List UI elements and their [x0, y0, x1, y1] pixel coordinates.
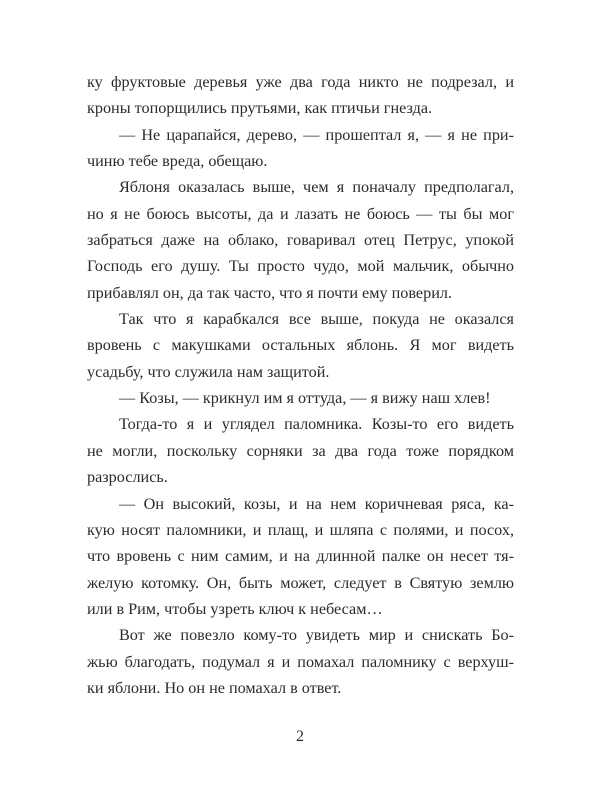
text-line: кроны топорщились прутьями, как птичьи гнезда.: [87, 99, 433, 118]
text-line: Тогда-то я и углядел паломника. Козы-то его видеть: [119, 415, 514, 434]
text-line: не могли, поскольку сорняки за два года тоже порядком: [87, 441, 514, 460]
text-line: вровень с макушками остальных яблонь. Я мог видеть: [87, 336, 514, 355]
body-text: [87, 69, 514, 701]
text-line: — Не царапайся, дерево, — прошептал я, — я не при-: [119, 125, 514, 144]
text-line: Господь его душу. Ты просто чудо, мой мальчик, обычно: [87, 257, 514, 276]
text-line: ки яблони. Но он не помахал в ответ.: [87, 678, 342, 697]
text-line: или в Рим, чтобы узреть ключ к небесам…: [87, 599, 383, 618]
page-number: 2: [296, 728, 304, 745]
text-line: прибавлял он, да так часто, что я почти ему поверил.: [87, 283, 453, 302]
text-line: Яблоня оказалась выше, чем я поначалу предполагал,: [119, 178, 514, 197]
text-line: забраться даже на облако, говаривал отец Петрус, упокой: [87, 231, 514, 250]
text-line: кую носят паломники, и плащ, и шляпа с полями, и посох,: [87, 520, 514, 539]
text-line: чиню тебе вреда, обещаю.: [87, 152, 268, 171]
text-line: — Он высокий, козы, и на нем коричневая ряса, ка-: [119, 494, 514, 513]
text-line: разрослись.: [87, 468, 168, 487]
text-line: желую котомку. Он, быть может, следует в Святую землю: [87, 573, 514, 592]
text-line: но я не боюсь высоты, да и лазать не боюсь — ты бы мог: [87, 204, 514, 223]
text-line: что вровень с ним самим, и на длинной палке он несет тя-: [87, 547, 514, 566]
text-line: жью благодать, подумал я и помахал паломнику с верхуш-: [87, 652, 514, 671]
text-line: Вот же повезло кому-то увидеть мир и снискать Бо-: [119, 626, 514, 645]
text-line: усадьбу, что служила нам защитой.: [87, 362, 330, 381]
text-line: Так что я карабкался все выше, покуда не оказался: [119, 310, 514, 329]
text-line: ку фруктовые деревья уже два года никто не подрезал, и: [87, 73, 514, 91]
text-line: — Козы, — крикнул им я оттуда, — я вижу наш хлев!: [119, 389, 491, 408]
